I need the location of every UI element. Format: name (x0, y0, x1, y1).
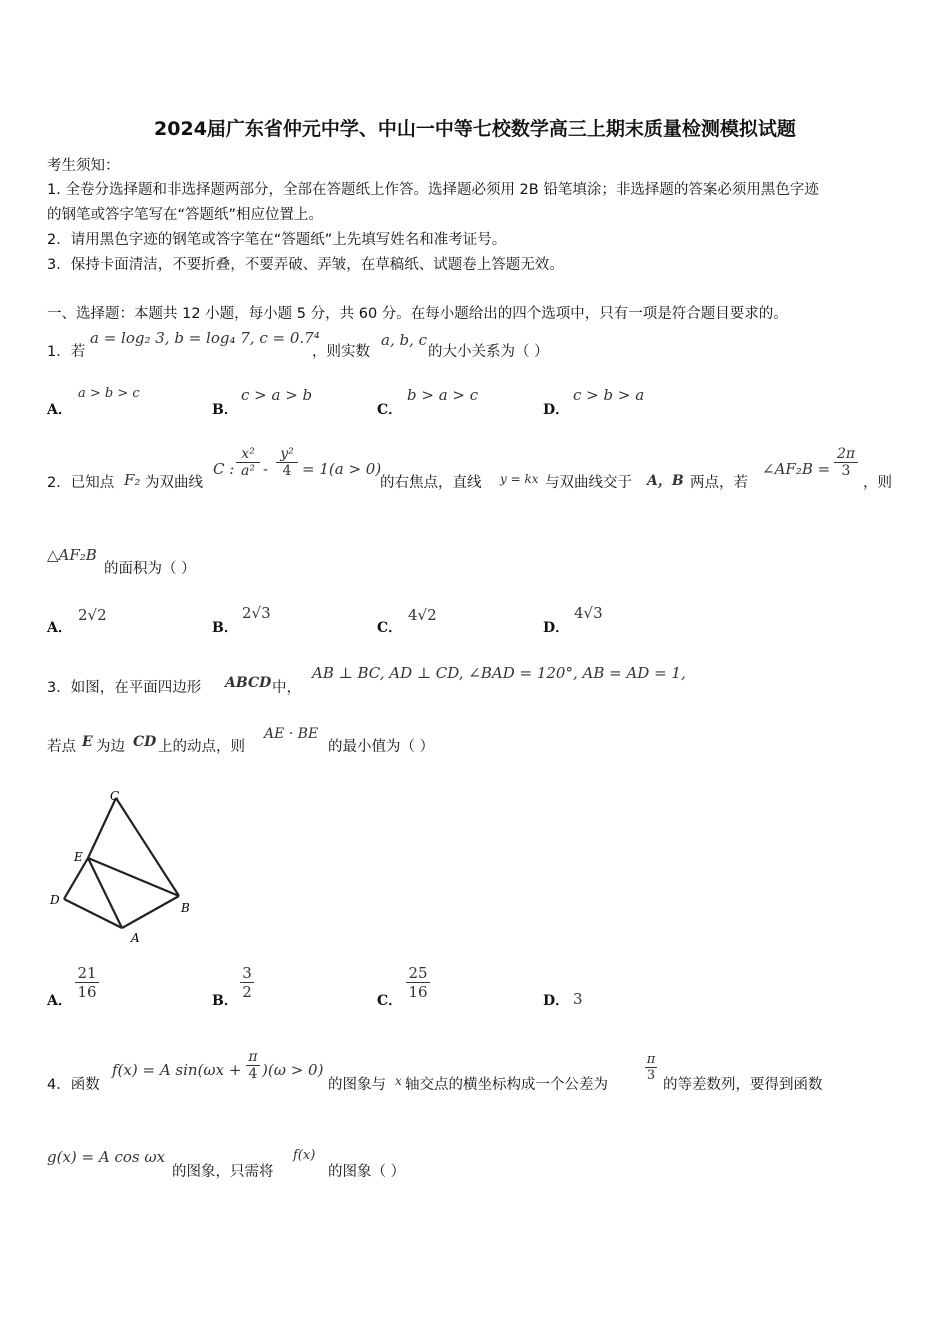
q2-text-3: 与双曲线交于 (545, 475, 632, 491)
point-label-a: A (131, 931, 140, 945)
q3-text-1: 中， (272, 680, 301, 696)
q3-option-d-label[interactable]: D． (543, 993, 570, 1009)
q3-line2-c: 上的动点，则 (158, 739, 245, 755)
q4-text-5: 的图象（ ） (328, 1164, 406, 1180)
q3-option-c-label[interactable]: C． (377, 993, 403, 1009)
q2-option-d[interactable]: 4√3 (574, 604, 603, 622)
point-label-c: C (110, 789, 120, 803)
notice-item-3: 3．保持卡面清洁，不要折叠，不要弄破、弄皱，在草稿纸、试题卷上答题无效。 (47, 257, 564, 273)
q2-option-b[interactable]: 2√3 (242, 604, 271, 622)
q4-g: g(x) = A cos ωx (47, 1148, 166, 1166)
edge-eb (88, 858, 179, 896)
q4-d-3: 3 (646, 1068, 656, 1083)
q4-f-pi: π (246, 1049, 260, 1066)
q4-f-frac (246, 1049, 260, 1082)
edge-ce (88, 798, 116, 858)
q2-text-5: ，则 (863, 475, 892, 491)
q3-line2-b: 为边 (96, 739, 125, 755)
q3-option-c-den: 16 (408, 983, 428, 1001)
page-title: 2024届广东省仲元中学、中山一中等七校数学高三上期末质量检测模拟试题 (154, 118, 796, 140)
q1-option-a[interactable]: a > b > c (78, 386, 140, 401)
q3-option-a[interactable] (75, 964, 99, 1001)
section-heading: 一、选择题：本题共 12 小题，每小题 5 分，共 60 分。在每小题给出的四个选项中，只有一项是符合题目要求的。 (47, 306, 788, 322)
q3-figure (40, 780, 210, 950)
edge-ed (64, 858, 88, 899)
notice-heading: 考生须知： (47, 158, 120, 174)
q2-hyper-x: x² (236, 446, 260, 463)
q4-x: x (395, 1074, 402, 1088)
q2-text-1: 为双曲线 (145, 475, 203, 491)
q2-hyper-4: 4 (282, 463, 292, 479)
q2-line: y = kx (500, 472, 539, 486)
q3-abcd: ABCD (225, 675, 272, 691)
q1-option-b-label[interactable]: B． (212, 402, 238, 418)
q1-vars: a, b, c (381, 331, 428, 349)
q2-hyper-y: y² (276, 446, 298, 463)
q2-angle-den: 3 (841, 463, 851, 479)
q1-mid-text: ，则实数 (312, 344, 370, 360)
q1-option-b[interactable]: c > a > b (241, 386, 313, 404)
q4-text-1: 的图象与 (328, 1077, 386, 1093)
q3-option-b-den: 2 (242, 983, 252, 1001)
q3-option-a-den: 16 (77, 983, 97, 1001)
q1-tail-text: 的大小关系为（ ） (428, 344, 549, 360)
q4-d-pi: π (646, 1052, 656, 1067)
q2-option-b-label[interactable]: B． (212, 620, 238, 636)
q3-dot-product: AE · BE (264, 726, 319, 742)
q3-cd: CD (133, 734, 157, 750)
notice-item-1-line-1: 1. 全卷分选择题和非选择题两部分，全部在答题纸上作答。选择题必须用 2B 铅笔填涂；非选择题的答案必须用黑色字迹 (47, 182, 819, 198)
q2-option-c-label[interactable]: C． (377, 620, 403, 636)
q4-text-2: 轴交点的横坐标构成一个公差为 (405, 1077, 608, 1093)
q3-option-b-num: 3 (240, 964, 254, 983)
q3-conditions: AB ⊥ BC, AD ⊥ CD, ∠BAD = 120°, AB = AD = 1, (312, 664, 686, 682)
q3-line2-d: 的最小值为（ ） (328, 739, 435, 755)
q3-option-b-label[interactable]: B． (212, 993, 238, 1009)
q4-number: 4．函数 (47, 1077, 100, 1093)
q1-option-d-label[interactable]: D． (543, 402, 570, 418)
q2-angle-frac (834, 446, 858, 479)
q2-angle-num: 2π (834, 446, 858, 463)
q2-ab: A，B (647, 473, 684, 489)
notice-item-1-line-2: 的钢笔或答字笔写在“答题纸”相应位置上。 (47, 207, 324, 223)
q4-d-frac (645, 1052, 657, 1083)
point-label-d: D (50, 893, 60, 907)
q2-frac-y (276, 446, 298, 479)
q3-e: E (82, 734, 93, 750)
q1-option-a-label[interactable]: A． (47, 402, 72, 418)
q3-option-a-num: 21 (75, 964, 99, 983)
q2-text-2: 的右焦点，直线 (380, 475, 482, 491)
q1-number: 1．若 (47, 344, 86, 360)
q3-option-d[interactable]: 3 (573, 990, 583, 1008)
edge-da (64, 899, 122, 928)
q2-hyper-a: a² (241, 463, 255, 479)
notice-item-2: 2．请用黑色字迹的钢笔或答字笔在“答题纸”上先填写姓名和准考证号。 (47, 232, 507, 248)
edge-ab (122, 896, 179, 928)
q2-hyper-tail: = 1(a > 0) (302, 460, 382, 478)
q1-option-c-label[interactable]: C． (377, 402, 403, 418)
q4-f-right: )(ω > 0) (262, 1061, 324, 1079)
q4-f-left: f(x) = A sin(ωx + (112, 1061, 242, 1079)
q2-option-a-label[interactable]: A． (47, 620, 72, 636)
q2-f2: F₂ (124, 471, 141, 489)
q1-expression: a = log₂ 3, b = log₄ 7, c = 0.7⁴ (90, 329, 320, 347)
q3-line2-a: 若点 (47, 739, 76, 755)
q2-text-4: 两点，若 (690, 475, 748, 491)
q2-frac-x (236, 446, 260, 479)
q2-triangle: △AF₂B (47, 546, 97, 564)
q4-f-4: 4 (248, 1066, 258, 1082)
q2-text-6: 的面积为（ ） (104, 561, 196, 577)
q3-option-c-num: 25 (406, 964, 430, 983)
q3-option-b[interactable] (240, 964, 254, 1001)
edge-bc (116, 798, 179, 896)
point-label-e: E (74, 850, 83, 864)
q2-option-d-label[interactable]: D． (543, 620, 570, 636)
q3-option-a-label[interactable]: A． (47, 993, 72, 1009)
q3-option-c[interactable] (406, 964, 430, 1001)
q2-option-a[interactable]: 2√2 (78, 606, 107, 624)
q4-fx: f(x) (293, 1148, 316, 1163)
q3-number: 3．如图，在平面四边形 (47, 680, 202, 696)
q2-hyper-c: C : (213, 460, 235, 478)
q2-option-c[interactable]: 4√2 (408, 606, 437, 624)
q1-option-c[interactable]: b > a > c (407, 386, 479, 404)
q4-text-3: 的等差数列，要得到函数 (663, 1077, 823, 1093)
q1-option-d[interactable]: c > b > a (573, 386, 645, 404)
q2-number: 2．已知点 (47, 475, 115, 491)
q2-angle: ∠AF₂B = (762, 460, 831, 478)
q4-text-4: 的图象，只需将 (172, 1164, 274, 1180)
point-label-b: B (181, 901, 190, 915)
q2-hyper-minus: - (263, 460, 269, 478)
edge-ea (88, 858, 122, 928)
